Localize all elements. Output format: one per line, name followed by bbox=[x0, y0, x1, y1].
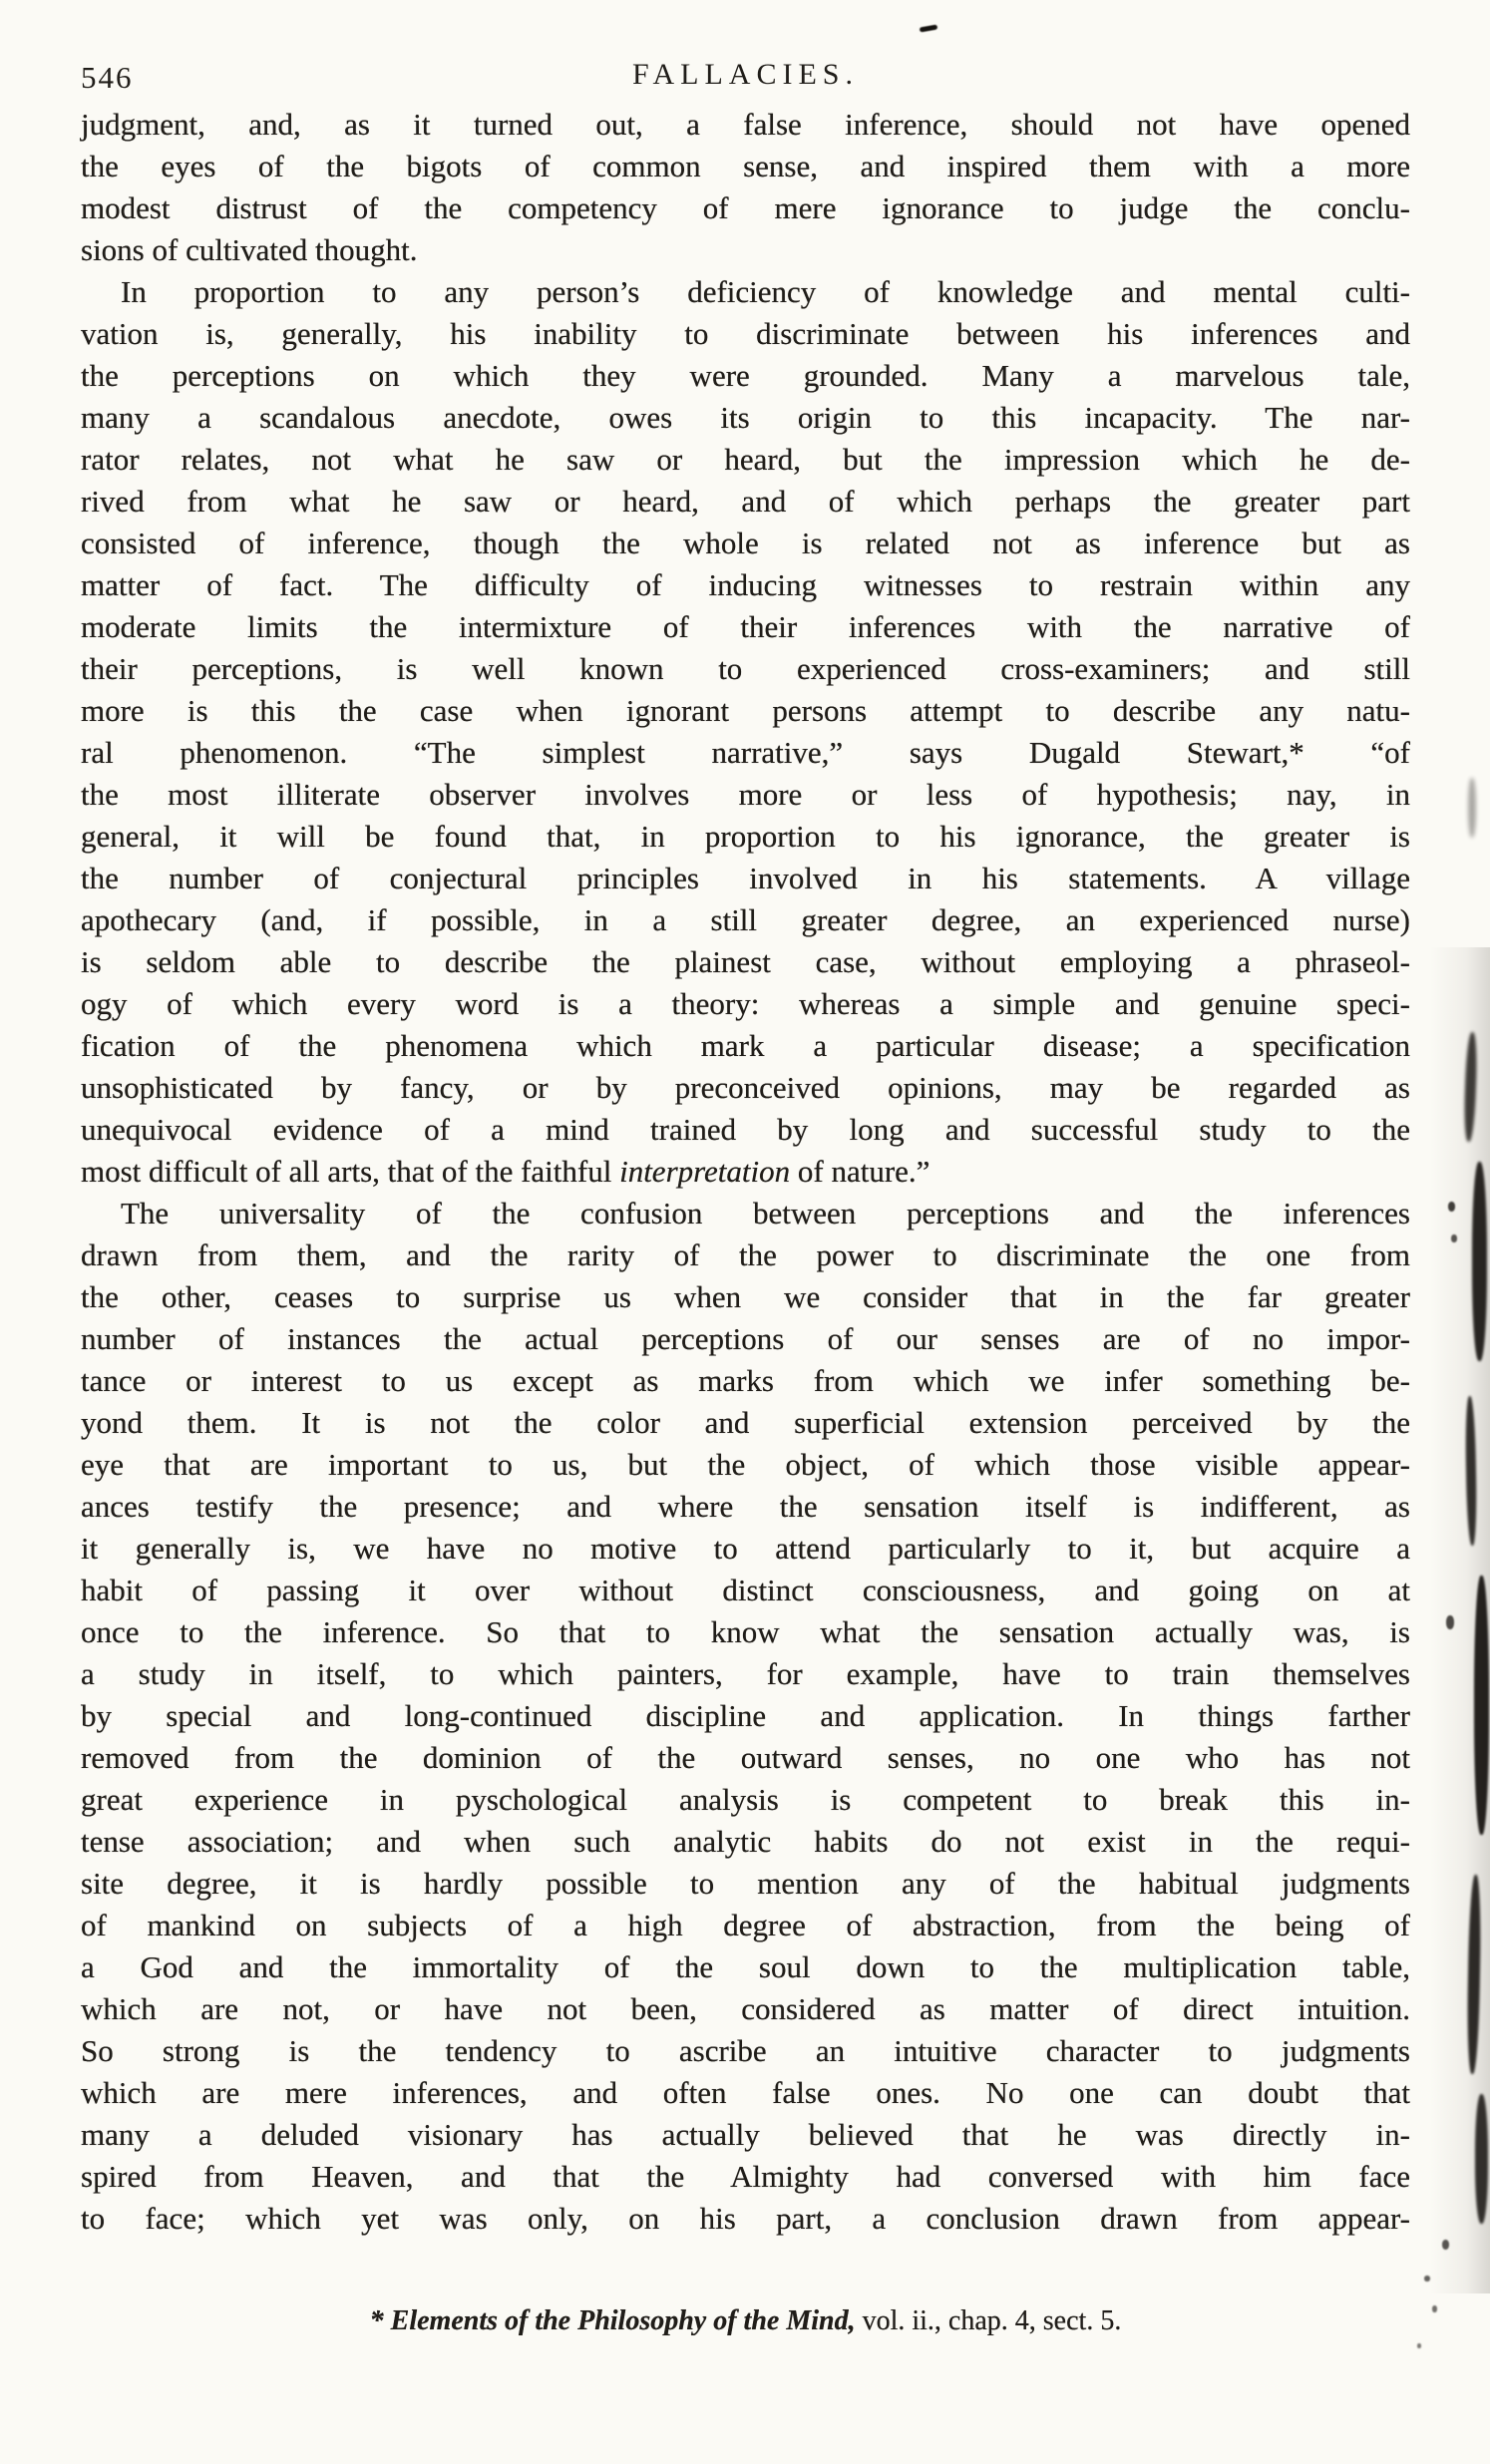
text-line: by special and long-continued discipline and application. In things farther bbox=[81, 1698, 1410, 1733]
page-edge-shadow bbox=[1430, 947, 1490, 2293]
text-line: So strong is the tendency to ascribe an intuitive character to judgments bbox=[81, 2033, 1410, 2068]
text-line: the number of conjectural principles involved in his statements. A village bbox=[81, 861, 1410, 895]
text-line: moderate limits the intermixture of their inferences with the narrative of bbox=[81, 609, 1410, 644]
scan-artifact bbox=[1448, 1202, 1455, 1212]
scan-artifact bbox=[920, 24, 938, 32]
text-line: eye that are important to us, but the object, of which those visible appear- bbox=[81, 1447, 1410, 1482]
scan-artifact bbox=[1442, 2240, 1449, 2250]
text-line: matter of fact. The difficulty of inducing witnesses to restrain within any bbox=[81, 567, 1410, 602]
scan-artifact bbox=[1475, 2094, 1488, 2224]
text-line: to face; which yet was only, on his part, a conclusion drawn from appear- bbox=[81, 2201, 1410, 2236]
paragraph bbox=[81, 271, 1410, 1193]
text-line: ances testify the presence; and where the sensation itself is indifferent, as bbox=[81, 1489, 1410, 1524]
text-line: general, it will be found that, in proportion to his ignorance, the greater is bbox=[81, 819, 1410, 854]
body-text bbox=[81, 104, 1410, 2240]
text-line: a God and the immortality of the soul down to the multiplication table, bbox=[81, 1949, 1410, 1984]
scan-artifact bbox=[1451, 1234, 1457, 1242]
text-line: of mankind on subjects of a high degree of abstraction, from the being of bbox=[81, 1908, 1410, 1942]
scan-artifact bbox=[1463, 1032, 1478, 1142]
text-line: site degree, it is hardly possible to mention any of the habitual judgments bbox=[81, 1866, 1410, 1901]
footnote-citation: vol. ii., chap. 4, sect. 5. bbox=[855, 2305, 1122, 2336]
footnote-marker: * bbox=[369, 2305, 384, 2336]
scan-artifact bbox=[1432, 2305, 1437, 2312]
text-line: most difficult of all arts, that of the faithful interpretation of nature.” bbox=[81, 1154, 931, 1189]
text-line: the eyes of the bigots of common sense, and inspired them with a more bbox=[81, 149, 1410, 183]
text-line: rived from what he saw or heard, and of which perhaps the greater part bbox=[81, 484, 1410, 519]
text-line: rator relates, not what he saw or heard, but the impression which he de- bbox=[81, 442, 1410, 477]
page-header bbox=[81, 56, 1410, 100]
text-line: In proportion to any person’s deficiency of knowledge and mental culti- bbox=[121, 274, 1410, 309]
scan-artifact bbox=[1474, 1576, 1489, 1835]
text-line: the other, ceases to surprise us when we consider that in the far greater bbox=[81, 1279, 1410, 1314]
text-line: spired from Heaven, and that the Almighty had conversed with him face bbox=[81, 2159, 1410, 2194]
scan-artifact bbox=[1465, 1396, 1478, 1546]
text-line: unequivocal evidence of a mind trained by long and successful study to the bbox=[81, 1112, 1410, 1147]
text-line: a study in itself, to which painters, for example, have to train themselves bbox=[81, 1656, 1410, 1691]
text-line: their perceptions, is well known to experienced cross-examiners; and still bbox=[81, 651, 1410, 686]
text-line: The universality of the confusion between perceptions and the inferences bbox=[121, 1196, 1410, 1231]
text-line: is seldom able to describe the plainest case, without employing a phraseol- bbox=[81, 944, 1410, 979]
text-line: number of instances the actual perceptions of our senses are of no impor- bbox=[81, 1321, 1410, 1356]
text-line: modest distrust of the competency of mere ignorance to judge the conclu- bbox=[81, 190, 1410, 225]
text-line: fication of the phenomena which mark a particular disease; a specification bbox=[81, 1028, 1410, 1063]
scan-artifact bbox=[1417, 2343, 1421, 2348]
running-title: FALLACIES. bbox=[632, 58, 859, 91]
text-line: more is this the case when ignorant persons attempt to describe any natu- bbox=[81, 693, 1410, 728]
text-line: tense association; and when such analytic habits do not exist in the requi- bbox=[81, 1824, 1410, 1859]
text-line: it generally is, we have no motive to attend particularly to it, but acquire a bbox=[81, 1531, 1410, 1566]
scan-artifact bbox=[1468, 778, 1476, 838]
paragraph bbox=[81, 1193, 1410, 2240]
scan-artifact bbox=[1424, 2276, 1430, 2282]
text-line: yond them. It is not the color and superficial extension perceived by the bbox=[81, 1405, 1410, 1440]
scan-artifact bbox=[1466, 1875, 1481, 2074]
text-line: many a deluded visionary has actually believed that he was directly in- bbox=[81, 2117, 1410, 2152]
text-line: tance or interest to us except as marks from which we infer something be- bbox=[81, 1363, 1410, 1398]
text-line: habit of passing it over without distinct consciousness, and going on at bbox=[81, 1573, 1410, 1607]
text-line: which are mere inferences, and often false ones. No one can doubt that bbox=[81, 2075, 1410, 2110]
footnote bbox=[81, 2305, 1410, 2337]
scan-artifact bbox=[1472, 1162, 1487, 1361]
text-line: which are not, or have not been, considered as matter of direct intuition. bbox=[81, 1991, 1410, 2026]
paragraph bbox=[81, 104, 1410, 271]
footnote-title: Elements of the Philosophy of the Mind, bbox=[383, 2305, 856, 2336]
text-line: vation is, generally, his inability to discriminate between his inferences and bbox=[81, 316, 1410, 351]
text-line: many a scandalous anecdote, owes its origin to this incapacity. The nar- bbox=[81, 400, 1410, 435]
text-line: ral phenomenon. “The simplest narrative,” says Dugald Stewart,* “of bbox=[81, 735, 1410, 770]
text-line: removed from the dominion of the outward senses, no one who has not bbox=[81, 1740, 1410, 1775]
text-line: drawn from them, and the rarity of the power to discriminate the one from bbox=[81, 1237, 1410, 1272]
text-line: apothecary (and, if possible, in a still greater degree, an experienced nurse) bbox=[81, 902, 1410, 937]
text-line: ogy of which every word is a theory: whereas a simple and genuine speci- bbox=[81, 986, 1410, 1021]
text-line: great experience in pyschological analysis is competent to break this in- bbox=[81, 1782, 1410, 1817]
text-line: consisted of inference, though the whole is related not as inference but as bbox=[81, 526, 1410, 560]
text-line: the perceptions on which they were grounded. Many a marvelous tale, bbox=[81, 358, 1410, 393]
text-line: the most illiterate observer involves more or less of hypothesis; nay, in bbox=[81, 777, 1410, 812]
text-line: unsophisticated by fancy, or by preconceived opinions, may be regarded as bbox=[81, 1070, 1410, 1105]
page-number: 546 bbox=[81, 60, 134, 95]
scan-artifact bbox=[1446, 1615, 1454, 1629]
text-line: judgment, and, as it turned out, a false inference, should not have opened bbox=[81, 107, 1410, 142]
text-line: sions of cultivated thought. bbox=[81, 232, 418, 267]
text-line: once to the inference. So that to know what the sensation actually was, is bbox=[81, 1614, 1410, 1649]
